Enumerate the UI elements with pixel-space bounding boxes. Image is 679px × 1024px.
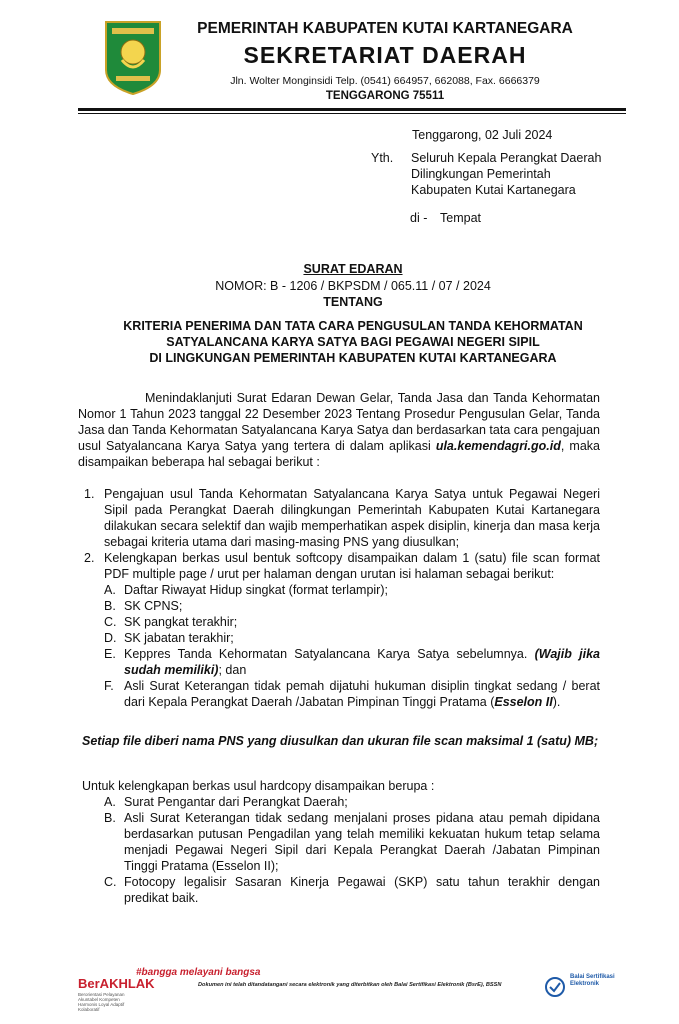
item-text: Asli Surat Keterangan tidak pemah dijatuhi hukuman disiplin tingkat sedang / berat dari Kepala Perangkat Daerah /Jabatan Pimpinan Tinggi Pratama ( — [124, 679, 600, 709]
berakhlak-tagline: #bangga melayani bangsa — [136, 967, 261, 978]
point-number: 2. — [84, 551, 95, 565]
place: Tempat — [440, 211, 481, 225]
letter-date: Tenggarong, 02 Juli 2024 — [412, 128, 553, 142]
intro-text: Menindaklanjuti Surat Edaran Dewan Gelar, Tanda Jasa dan Tanda Kehormatan Nomor 1 Tahun 2023 tanggal 22 Desember 2023 Tentang Prosedur Pengusulan Gelar, Tanda Jasa dan Tanda Kehormatan Satyalancana Karya Satya dan berdasarkan tata cara pengajuan usul Satyalancana Karya Satya yang tertera di dalam aplikasi — [78, 391, 600, 453]
item-letter: C. — [104, 615, 117, 629]
item-tail: ). — [552, 695, 561, 709]
list-item — [104, 646, 600, 678]
document-about-label: TENTANG — [323, 295, 383, 309]
numbered-points — [84, 486, 600, 710]
item-text: Surat Pengantar dari Perangkat Daerah; — [124, 795, 348, 809]
item-letter: B. — [104, 599, 116, 613]
bsre-logo-icon — [544, 976, 566, 998]
point-text: Kelengkapan berkas usul bentuk softcopy disampaikan dalam 1 (satu) file scan format PDF multiple page / urut per halaman dengan urutan isi halaman sebagai berikut: — [104, 551, 600, 581]
item-text: Keppres Tanda Kehormatan Satyalancana Karya Satya sebelumnya. — [124, 647, 535, 661]
document-subject — [60, 318, 646, 366]
place-label: di - — [410, 211, 428, 225]
item-text: SK jabatan terakhir; — [124, 631, 234, 645]
item-text: SK CPNS; — [124, 599, 183, 613]
document-title: SURAT EDARAN — [303, 262, 403, 276]
subject-line: SATYALANCANA KARYA SATYA BAGI PEGAWAI NEGERI SIPIL — [166, 335, 540, 349]
app-link[interactable]: ula.kemendagri.go.id — [435, 439, 561, 453]
list-item — [104, 794, 600, 810]
document-number: NOMOR: B - 1206 / BKPSDM / 065.11 / 07 / 2024 — [215, 279, 491, 293]
recipient-line: Seluruh Kepala Perangkat Daerah — [411, 151, 602, 165]
item-text: Daftar Riwayat Hidup singkat (format terlampir); — [124, 583, 388, 597]
item-letter: D. — [104, 631, 117, 645]
item-text: SK pangkat terakhir; — [124, 615, 238, 629]
intro-paragraph — [78, 390, 600, 470]
item-emphasis: Esselon II — [494, 695, 553, 709]
item-tail: ; dan — [218, 663, 247, 677]
recipient-line: Kabupaten Kutai Kartanegara — [411, 183, 576, 197]
recipient-label: Yth. — [371, 151, 394, 165]
item-letter: F. — [104, 679, 114, 693]
list-item — [84, 486, 600, 550]
recipient-block — [411, 150, 601, 198]
list-item — [104, 614, 600, 630]
softcopy-list — [104, 582, 600, 710]
list-item — [84, 550, 600, 710]
berakhlak-values: Berorientasi Pelayanan Akuntabel Kompeten Harmonis Loyal Adaptif Kolaboratif — [78, 992, 125, 1012]
letterhead-city: TENGGARONG 75511 — [325, 90, 445, 102]
item-letter: C. — [104, 875, 117, 889]
coat-of-arms-icon — [102, 16, 164, 96]
intro-text-tail: , maka disampaikan beberapa hal sebagai berikut : — [78, 439, 600, 469]
bsre-logo-text: Balai Sertifikasi Elektronik — [570, 974, 615, 987]
item-text: Fotocopy legalisir Sasaran Kinerja Pegawai (SKP) satu tahun terakhir dengan predikat baik. — [124, 875, 600, 905]
list-item — [104, 630, 600, 646]
point-number: 1. — [84, 487, 95, 501]
hardcopy-list — [104, 794, 600, 906]
subject-line: KRITERIA PENERIMA DAN TATA CARA PENGUSULAN TANDA KEHORMATAN — [123, 319, 583, 333]
file-naming-note: Setiap file diberi nama PNS yang diusulkan dan ukuran file scan maksimal 1 (satu) MB; — [82, 734, 599, 748]
item-emphasis: (Wajib jika sudah memiliki) — [124, 647, 600, 677]
e-signature-note: Dokumen ini telah ditandatangani secara elektronik yang diterbitkan oleh Balai Sertifikasi Elektronik (BsrE), BSSN — [198, 982, 502, 988]
letterhead-address: Jln. Wolter Monginsidi Telp. (0541) 664957, 662088, Fax. 6666379 — [230, 75, 540, 87]
item-letter: B. — [104, 811, 116, 825]
letterhead-divider-thin — [78, 113, 626, 114]
list-item — [104, 582, 600, 598]
letterhead-government: PEMERINTAH KABUPATEN KUTAI KARTANEGARA — [197, 20, 573, 37]
document-footer — [78, 967, 618, 1012]
list-item — [104, 810, 600, 874]
list-item — [104, 874, 600, 906]
recipient-line: Dilingkungan Pemerintah — [411, 167, 551, 181]
list-item — [104, 678, 600, 710]
item-letter: A. — [104, 583, 116, 597]
item-letter: E. — [104, 647, 116, 661]
item-text: Asli Surat Keterangan tidak sedang menjalani proses pidana atau pemah dipidana berdasarkan putusan Pengadilan yang telah memiliki kekuatan hukum tetap selama menjadi Pegawai Negeri Sipil dari Kepala Perangkat Daerah /Jabatan Pimpinan Tinggi Pratama (Esselon II); — [124, 811, 600, 873]
berakhlak-logo: BerAKHLAK — [78, 976, 155, 991]
item-letter: A. — [104, 795, 116, 809]
subject-line: DI LINGKUNGAN PEMERINTAH KABUPATEN KUTAI KARTANEGARA — [149, 351, 557, 365]
letterhead-divider — [78, 108, 626, 111]
list-item — [104, 598, 600, 614]
hardcopy-intro: Untuk kelengkapan berkas usul hardcopy disampaikan berupa : — [82, 779, 435, 793]
letterhead-office: SEKRETARIAT DAERAH — [243, 42, 527, 68]
point-text: Pengajuan usul Tanda Kehormatan Satyalancana Karya Satya untuk Pegawai Negeri Sipil pada Perangkat Daerah dilingkungan Pemerintah Kabupaten Kutai Kartanegara dilakukan secara selektif dan wajib memperhatikan aspek disiplin, kinerja dan masa kerja sebagai kriteria utama dari masing-masing PNS yang diusulkan; — [104, 487, 600, 549]
